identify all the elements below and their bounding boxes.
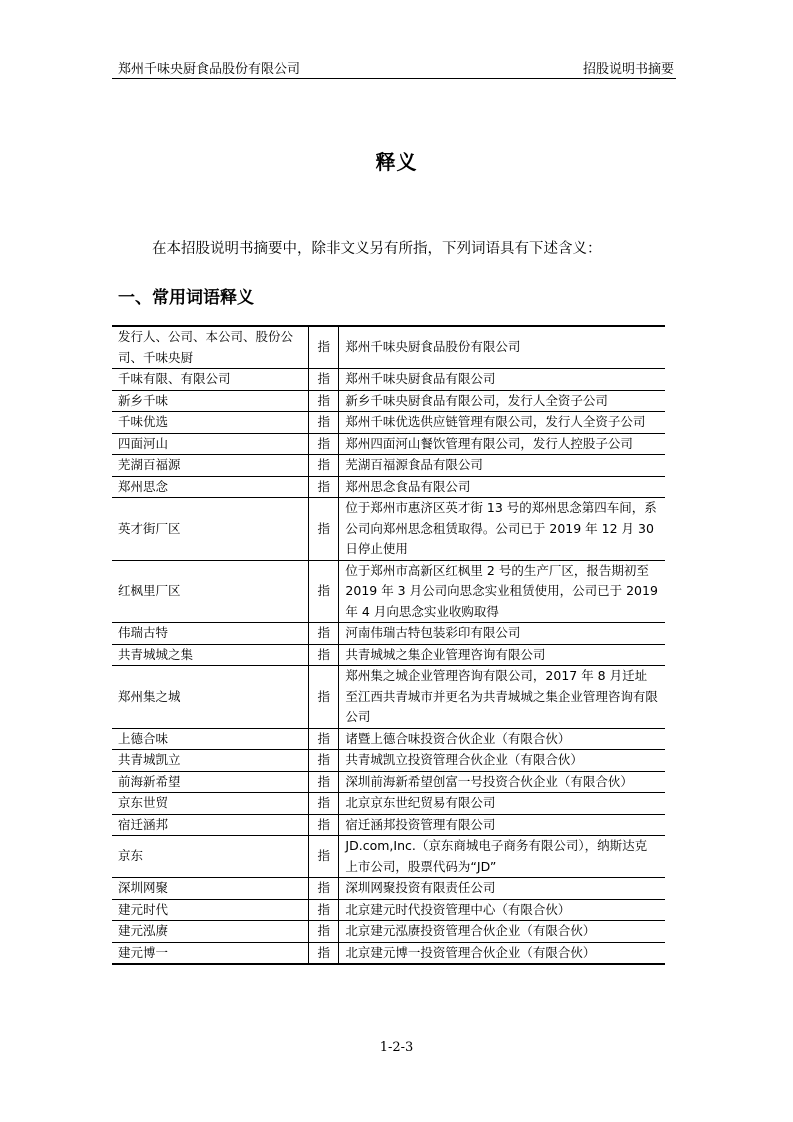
intro-paragraph: 在本招股说明书摘要中，除非文义另有所指，下列词语具有下述含义：: [152, 241, 602, 257]
separator-cell: 指: [309, 899, 339, 921]
meaning-cell: 郑州千味优选供应链管理有限公司，发行人全资子公司: [339, 412, 665, 434]
table-row: [112, 728, 665, 750]
term-cell: 新乡千味: [112, 390, 309, 412]
meaning-cell: 宿迁涵邦投资管理有限公司: [339, 814, 665, 836]
separator-cell: 指: [309, 476, 339, 498]
separator-cell: 指: [309, 771, 339, 793]
table-row: [112, 771, 665, 793]
term-cell: 宿迁涵邦: [112, 814, 309, 836]
term-cell: 建元博一: [112, 942, 309, 964]
table-row: [112, 560, 665, 623]
table-row: [112, 644, 665, 666]
table-row: [112, 433, 665, 455]
page-header: [112, 56, 676, 79]
separator-cell: 指: [309, 455, 339, 477]
definitions-table: [112, 325, 665, 965]
table-row: [112, 836, 665, 878]
separator-cell: 指: [309, 793, 339, 815]
separator-cell: 指: [309, 623, 339, 645]
meaning-cell: 新乡千味央厨食品有限公司，发行人全资子公司: [339, 390, 665, 412]
term-cell: 建元时代: [112, 899, 309, 921]
term-cell: 红枫里厂区: [112, 560, 309, 623]
separator-cell: 指: [309, 433, 339, 455]
table-row: [112, 921, 665, 943]
meaning-cell: 郑州千味央厨食品股份有限公司: [339, 326, 665, 369]
meaning-cell: 共青城城之集企业管理咨询有限公司: [339, 644, 665, 666]
separator-cell: 指: [309, 814, 339, 836]
meaning-cell: 郑州四面河山餐饮管理有限公司，发行人控股子公司: [339, 433, 665, 455]
term-cell: 前海新希望: [112, 771, 309, 793]
meaning-cell: 诸暨上德合味投资合伙企业（有限合伙）: [339, 728, 665, 750]
separator-cell: 指: [309, 390, 339, 412]
separator-cell: 指: [309, 560, 339, 623]
table-row: [112, 390, 665, 412]
table-row: [112, 878, 665, 900]
meaning-cell: 芜湖百福源食品有限公司: [339, 455, 665, 477]
meaning-cell: 位于郑州市高新区红枫里 2 号的生产厂区，报告期初至 2019 年 3 月公司向思念实业租赁使用，公司已于 2019 年 4 月向思念实业收购取得: [339, 560, 665, 623]
table-row: [112, 899, 665, 921]
meaning-cell: 郑州千味央厨食品有限公司: [339, 369, 665, 391]
page-number: 1-2-3: [379, 1040, 414, 1055]
term-cell: 伟瑞古特: [112, 623, 309, 645]
table-row: [112, 412, 665, 434]
page-title: 释义: [375, 150, 418, 174]
table-row: [112, 476, 665, 498]
header-company: 郑州千味央厨食品股份有限公司: [118, 62, 301, 77]
separator-cell: 指: [309, 728, 339, 750]
term-cell: 共青城城之集: [112, 644, 309, 666]
term-cell: 京东: [112, 836, 309, 878]
table-row: [112, 326, 665, 369]
meaning-cell: 共青城凯立投资管理合伙企业（有限合伙）: [339, 750, 665, 772]
term-cell: 英才街厂区: [112, 498, 309, 561]
separator-cell: 指: [309, 326, 339, 369]
term-cell: 千味有限、有限公司: [112, 369, 309, 391]
meaning-cell: 北京京东世纪贸易有限公司: [339, 793, 665, 815]
meaning-cell: 位于郑州市惠济区英才街 13 号的郑州思念第四车间，系公司向郑州思念租赁取得。公司已于 2019 年 12 月 30 日停止使用: [339, 498, 665, 561]
table-row: [112, 942, 665, 964]
meaning-cell: 北京建元博一投资管理合伙企业（有限合伙）: [339, 942, 665, 964]
separator-cell: 指: [309, 836, 339, 878]
term-cell: 芜湖百福源: [112, 455, 309, 477]
meaning-cell: 北京建元时代投资管理中心（有限合伙）: [339, 899, 665, 921]
term-cell: 千味优选: [112, 412, 309, 434]
separator-cell: 指: [309, 921, 339, 943]
meaning-cell: 深圳网聚投资有限责任公司: [339, 878, 665, 900]
table-row: [112, 814, 665, 836]
table-row: [112, 369, 665, 391]
term-cell: 郑州集之城: [112, 666, 309, 729]
table-row: [112, 498, 665, 561]
meaning-cell: 北京建元泓赓投资管理合伙企业（有限合伙）: [339, 921, 665, 943]
meaning-cell: 郑州思念食品有限公司: [339, 476, 665, 498]
header-doc-type: 招股说明书摘要: [582, 62, 674, 77]
meaning-cell: JD.com,Inc.（京东商城电子商务有限公司），纳斯达克上市公司，股票代码为“JD”: [339, 836, 665, 878]
table-row: [112, 623, 665, 645]
section-heading: 一、常用词语释义: [118, 288, 254, 308]
separator-cell: 指: [309, 666, 339, 729]
term-cell: 四面河山: [112, 433, 309, 455]
term-cell: 发行人、公司、本公司、股份公司、千味央厨: [112, 326, 309, 369]
separator-cell: 指: [309, 498, 339, 561]
meaning-cell: 河南伟瑞古特包装彩印有限公司: [339, 623, 665, 645]
term-cell: 共青城凯立: [112, 750, 309, 772]
meaning-cell: 郑州集之城企业管理咨询有限公司，2017 年 8 月迁址至江西共青城市并更名为共青城城之集企业管理咨询有限公司: [339, 666, 665, 729]
table-row: [112, 793, 665, 815]
meaning-cell: 深圳前海新希望创富一号投资合伙企业（有限合伙）: [339, 771, 665, 793]
table-row: [112, 666, 665, 729]
table-row: [112, 455, 665, 477]
term-cell: 建元泓赓: [112, 921, 309, 943]
term-cell: 上德合味: [112, 728, 309, 750]
term-cell: 郑州思念: [112, 476, 309, 498]
table-row: [112, 750, 665, 772]
term-cell: 京东世贸: [112, 793, 309, 815]
separator-cell: 指: [309, 412, 339, 434]
separator-cell: 指: [309, 750, 339, 772]
separator-cell: 指: [309, 644, 339, 666]
separator-cell: 指: [309, 942, 339, 964]
separator-cell: 指: [309, 878, 339, 900]
term-cell: 深圳网聚: [112, 878, 309, 900]
separator-cell: 指: [309, 369, 339, 391]
